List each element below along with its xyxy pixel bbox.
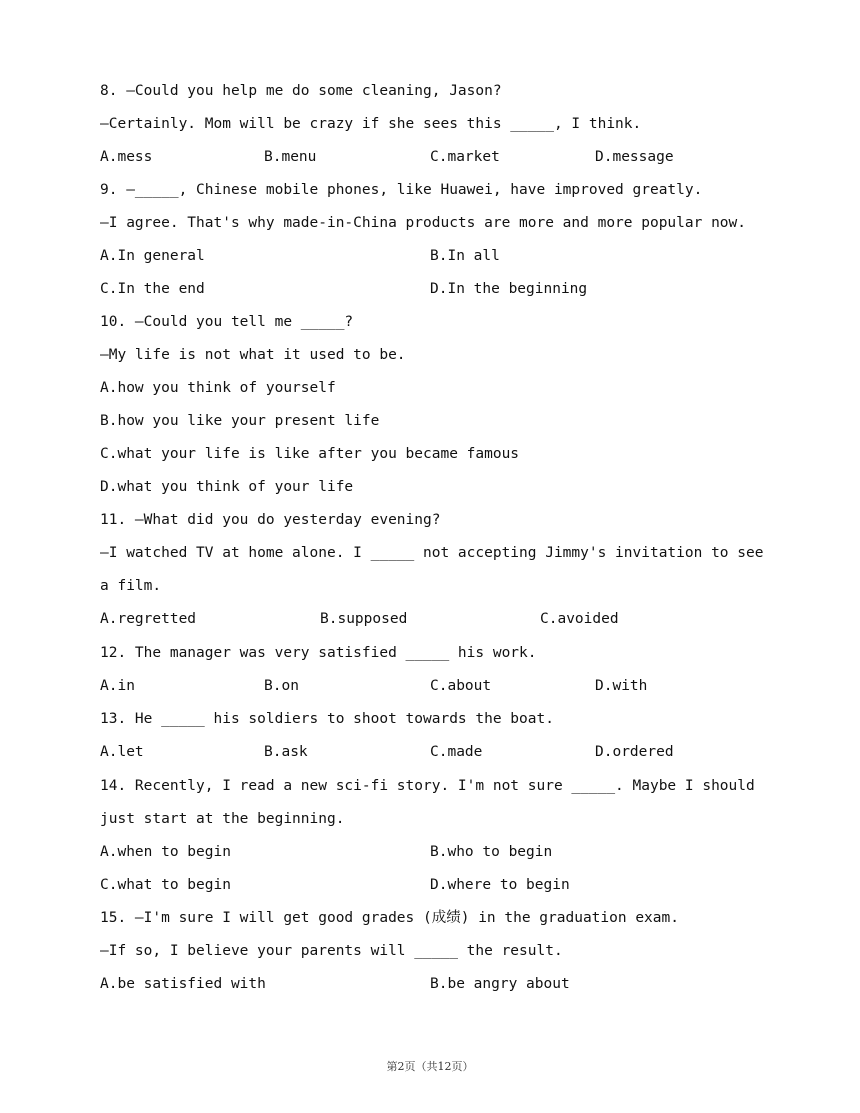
question-14-option-b: B.who to begin	[430, 844, 553, 860]
question-15-stem-line-1: 15. —I'm sure I will get good grades (成绩) in the graduation exam.	[100, 910, 679, 926]
question-10-option-a: A.how you think of yourself	[100, 380, 336, 396]
question-9-option-c: C.In the end	[100, 281, 205, 297]
question-14-option-a: A.when to begin	[100, 844, 231, 860]
question-15-option-a: A.be satisfied with	[100, 976, 266, 992]
question-10-option-b: B.how you like your present life	[100, 413, 380, 429]
question-12-option-d: D.with	[595, 678, 648, 694]
question-9-stem-line-1: 9. —_____, Chinese mobile phones, like Huawei, have improved greatly.	[100, 182, 703, 198]
question-13-option-d: D.ordered	[595, 744, 674, 760]
question-14-option-c: C.what to begin	[100, 877, 231, 893]
question-8-option-c: C.market	[430, 149, 500, 165]
question-11-stem-line-1: 11. —What did you do yesterday evening?	[100, 512, 441, 528]
question-11-stem-line-3: a film.	[100, 578, 162, 594]
question-9-stem-line-2: —I agree. That's why made-in-China products are more and more popular now.	[100, 215, 747, 231]
question-15-stem-line-2: —If so, I believe your parents will _____ the result.	[100, 943, 563, 959]
question-9-option-d: D.In the beginning	[430, 281, 588, 297]
question-11-option-c: C.avoided	[540, 611, 619, 627]
page-footer: 第2页（共12页）	[386, 1060, 474, 1073]
question-8-stem-line-1: 8. —Could you help me do some cleaning, Jason?	[100, 83, 502, 99]
question-14-option-d: D.where to begin	[430, 877, 570, 893]
question-13-option-a: A.let	[100, 744, 144, 760]
question-10-stem-line-1: 10. —Could you tell me _____?	[100, 314, 354, 330]
question-12-option-b: B.on	[264, 678, 299, 694]
question-11-option-a: A.regretted	[100, 611, 197, 627]
question-12-option-a: A.in	[100, 678, 135, 694]
question-13-option-b: B.ask	[264, 744, 308, 760]
question-9-option-b: B.In all	[430, 248, 500, 264]
question-12-option-c: C.about	[430, 678, 492, 694]
question-8-option-b: B.menu	[264, 149, 317, 165]
question-15-option-b: B.be angry about	[430, 976, 570, 992]
question-9-option-a: A.In general	[100, 248, 205, 264]
question-11-option-b: B.supposed	[320, 611, 408, 627]
question-14-stem-line-2: just start at the beginning.	[100, 811, 345, 827]
question-10-stem-line-2: —My life is not what it used to be.	[100, 347, 406, 363]
question-12-stem-line-1: 12. The manager was very satisfied _____ his work.	[100, 645, 537, 661]
question-10-option-c: C.what your life is like after you became famous	[100, 446, 520, 462]
question-14-stem-line-1: 14. Recently, I read a new sci-fi story. I'm not sure _____. Maybe I should	[100, 778, 755, 794]
question-8-option-a: A.mess	[100, 149, 153, 165]
question-13-option-c: C.made	[430, 744, 483, 760]
question-13-stem-line-1: 13. He _____ his soldiers to shoot towards the boat.	[100, 711, 554, 727]
question-8-option-d: D.message	[595, 149, 674, 165]
question-11-stem-line-2: —I watched TV at home alone. I _____ not accepting Jimmy's invitation to see	[100, 545, 764, 561]
question-8-stem-line-2: —Certainly. Mom will be crazy if she sees this _____, I think.	[100, 116, 642, 132]
question-10-option-d: D.what you think of your life	[100, 479, 354, 495]
